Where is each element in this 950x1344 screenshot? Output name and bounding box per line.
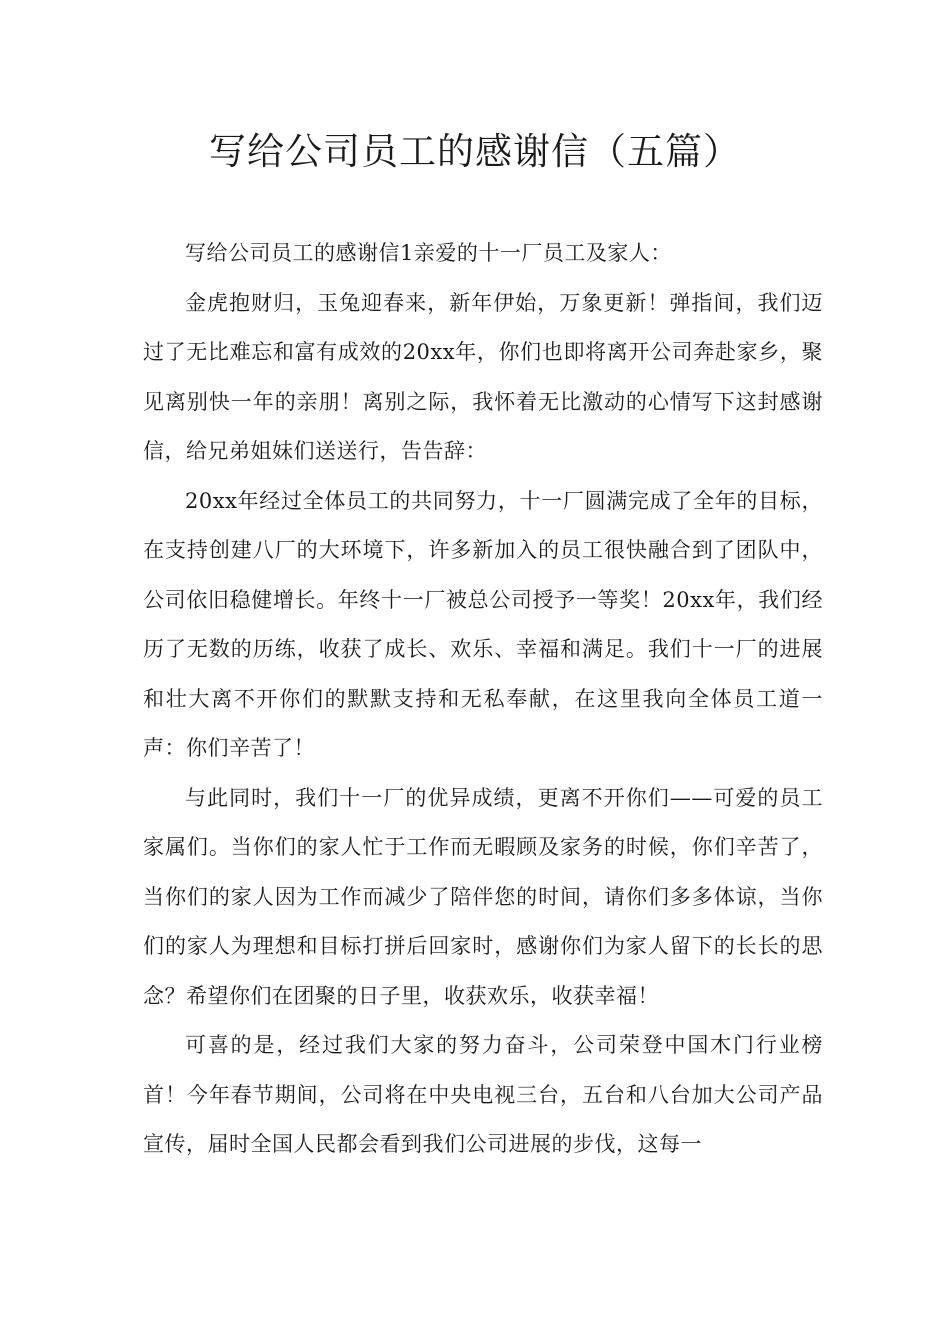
paragraph-achievements: 20xx年经过全体员工的共同努力，十一厂圆满完成了全年的目标，在支持创建八厂的大环境下，许多新加入的员工很快融合到了团队中，公司依旧稳健增长。年终十一厂被总公司授予一等奖！20xx年，我们经历了无数的历练，收获了成长、欢乐、幸福和满足。我们十一厂的进展和壮大离不开你们的默默支持和无私奉献，在这里我向全体员工道一声：你们辛苦了！: [143, 488, 823, 760]
letter-body: [143, 229, 823, 1170]
paragraph-greeting: 写给公司员工的感谢信1亲爱的十一厂员工及家人：: [185, 241, 672, 265]
paragraph-families: 与此同时，我们十一厂的优异成绩，更离不开你们——可爱的员工家属们。当你们的家人忙于工作而无暇顾及家务的时候，你们辛苦了，当你们的家人因为工作而减少了陪伴您的时间，请你们多多体谅，当你们的家人为理想和目标打拼后回家时，感谢你们为家人留下的长长的思念？希望你们在团聚的日子里，收获欢乐，收获幸福！: [143, 785, 823, 1008]
paragraph-industry-rank: 可喜的是，经过我们大家的努力奋斗，公司荣登中国木门行业榜首！今年春节期间，公司将在中央电视三台，五台和八台加大公司产品宣传，届时全国人民都会看到我们公司进展的步伐，这每一: [143, 1033, 823, 1156]
paragraph-new-year: 金虎抱财归，玉兔迎春来，新年伊始，万象更新！弹指间，我们迈过了无比难忘和富有成效的20xx年，你们也即将离开公司奔赴家乡，聚见离别快一年的亲朋！离别之际，我怀着无比激动的心情写下这封感谢信，给兄弟姐妹们送送行，告告辞：: [143, 290, 823, 463]
document-title: 写给公司员工的感谢信（五篇）: [209, 130, 741, 173]
